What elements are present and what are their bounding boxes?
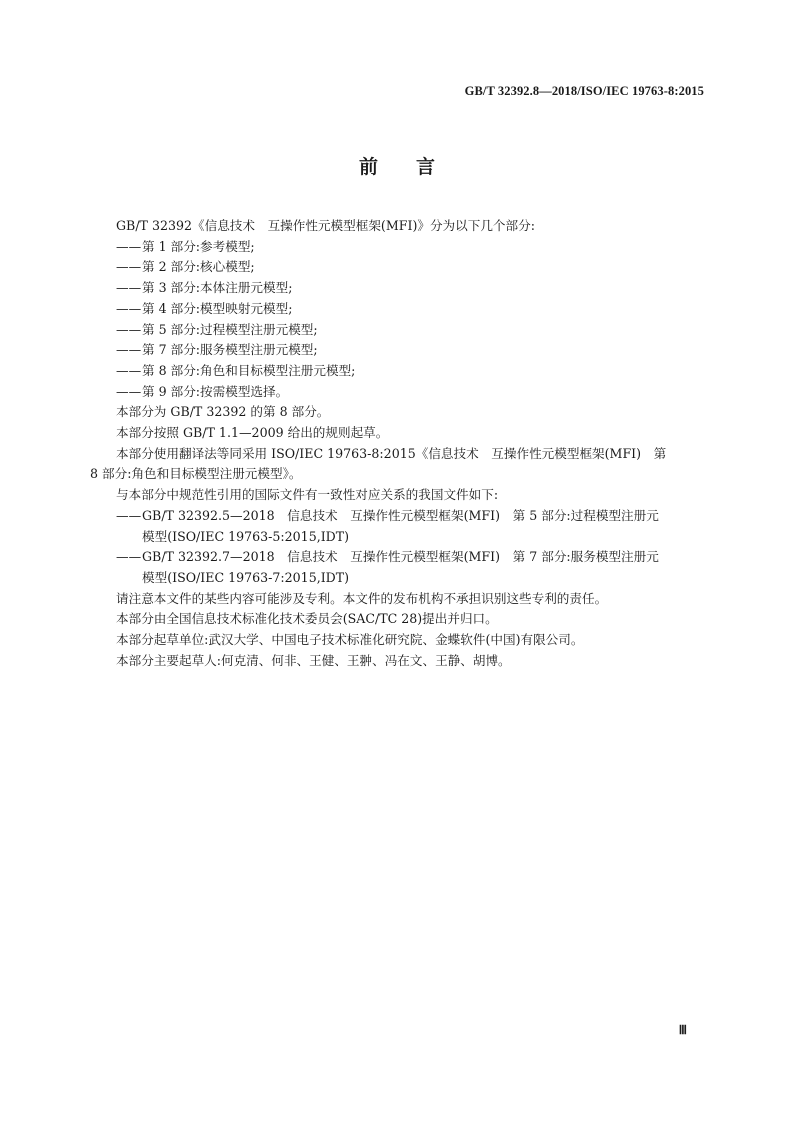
page-number: Ⅲ [678,1023,687,1037]
list-item [90,257,705,278]
drafting-units-paragraph: 本部分起草单位:武汉大学、中国电子技术标准化研究院、金蝶软件(中国)有限公司。 [116,632,584,648]
intro-paragraph: GB/T 32392《信息技术 互操作性元模型框架(MFI)》分为以下几个部分: [116,218,535,233]
list-item-text: 第 8 部分:角色和目标模型注册元模型; [142,362,356,378]
list-item [90,382,705,403]
translation-paragraph [90,444,705,485]
list-item-text: 第 7 部分:服务模型注册元模型; [142,342,318,358]
drafters-paragraph: 本部分主要起草人:何克清、何非、王健、王翀、冯在文、王静、胡博。 [116,652,511,668]
dash-mark: —— [116,280,142,296]
page-title: 前 言 [358,156,435,178]
reference-text: GB/T 32392.7—2018 信息技术 互操作性元模型框架(MFI) 第 7 部分:服务模型注册元 [142,549,659,565]
drafting-rules-paragraph: 本部分按照 GB/T 1.1—2009 给出的规则起草。 [116,425,389,441]
translation-line-1: 本部分使用翻译法等同采用 ISO/IEC 19763-8:2015《信息技术 互操作性元模型框架(MFI) 第 [116,445,667,461]
dash-mark: —— [116,342,142,358]
dash-mark: —— [116,507,142,523]
list-item-text: 第 3 部分:本体注册元模型; [142,280,293,296]
parts-list [90,237,705,403]
dash-mark: —— [116,383,142,399]
list-item-text: 第 5 部分:过程模型注册元模型; [142,321,318,337]
list-item [90,340,705,361]
dash-mark: —— [116,362,142,378]
reference-line-2: 模型(ISO/IEC 19763-7:2015,IDT) [142,569,350,585]
list-item [90,237,705,258]
reference-line-1 [90,547,705,568]
foreword-content [90,216,705,671]
dash-mark: —— [116,300,142,316]
part-of-paragraph: 本部分为 GB/T 32392 的第 8 部分。 [116,404,330,420]
list-item-text: 第 1 部分:参考模型; [142,238,255,254]
list-item-text: 第 2 部分:核心模型; [142,259,255,275]
list-item-text: 第 9 部分:按需模型选择。 [142,383,289,399]
standard-code-header: GB/T 32392.8—2018/ISO/IEC 19763-8:2015 [464,84,704,98]
list-item [90,361,705,382]
reference-text: GB/T 32392.5—2018 信息技术 互操作性元模型框架(MFI) 第 5 部分:过程模型注册元 [142,507,659,523]
consistent-docs-intro: 与本部分中规范性引用的国际文件有一致性对应关系的我国文件如下: [116,487,499,503]
list-item [90,320,705,341]
patent-paragraph: 请注意本文件的某些内容可能涉及专利。本文件的发布机构不承担识别这些专利的责任。 [116,590,608,606]
dash-mark: —— [116,238,142,254]
reference-line-2: 模型(ISO/IEC 19763-5:2015,IDT) [142,528,350,544]
dash-mark: —— [116,549,142,565]
list-item [90,299,705,320]
reference-line-1 [90,506,705,527]
dash-mark: —— [116,321,142,337]
list-item-text: 第 4 部分:模型映射元模型; [142,300,293,316]
reference-item [90,506,705,547]
list-item [90,278,705,299]
reference-item [90,547,705,588]
dash-mark: —— [116,259,142,275]
proposed-by-paragraph: 本部分由全国信息技术标准化技术委员会(SAC/TC 28)提出并归口。 [116,611,498,627]
translation-line-2: 8 部分:角色和目标模型注册元模型》。 [90,466,302,482]
